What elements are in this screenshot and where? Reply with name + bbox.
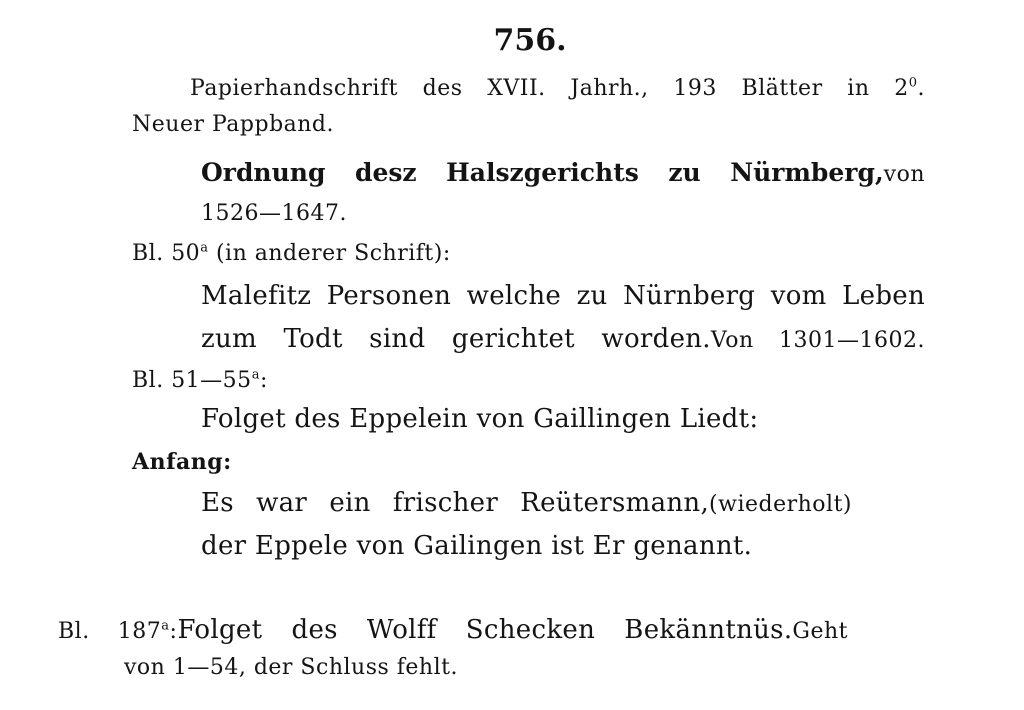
folio-ref-187-line: Bl. 187$^a$:Folget des Wolff Schecken Bekänntnüs.Geht	[58, 615, 848, 645]
folio-ref-50: Bl. 50$^a$ (in anderer Schrift):	[132, 240, 451, 266]
folio-ref-51-55: Bl. 51—55$^a$:	[132, 367, 268, 393]
content-line-eppelein: Folget des Eppelein von Gaillingen Liedt:	[201, 404, 759, 434]
page-number: 756.	[493, 23, 567, 58]
folio-ref-187-continuation: von 1—54, der Schluss fehlt.	[124, 655, 458, 680]
description-line-1: Papierhandschrift des XVII. Jahrh., 193 Blätter in $2^0$.	[190, 75, 925, 101]
incipit-label: Anfang:	[132, 449, 232, 475]
incipit-line-1: Es war ein frischer Reütersmann,(wiederholt)	[201, 488, 852, 518]
title-line: Ordnung desz Halszgerichts zu Nürmberg,von	[201, 158, 925, 187]
work-title: Ordnung desz Halszgerichts zu Nürmberg,	[201, 158, 884, 187]
description-line-2: Neuer Pappband.	[132, 112, 335, 137]
content-line-malefitz: Malefitz Personen welche zu Nürnberg vom Leben	[201, 281, 925, 311]
incipit-line-2: der Eppele von Gailingen ist Er genannt.	[201, 531, 753, 561]
content-line-todt: zum Todt sind gerichtet worden.Von 1301—1602.	[201, 324, 926, 354]
date-range-line: 1526—1647.	[201, 201, 347, 226]
